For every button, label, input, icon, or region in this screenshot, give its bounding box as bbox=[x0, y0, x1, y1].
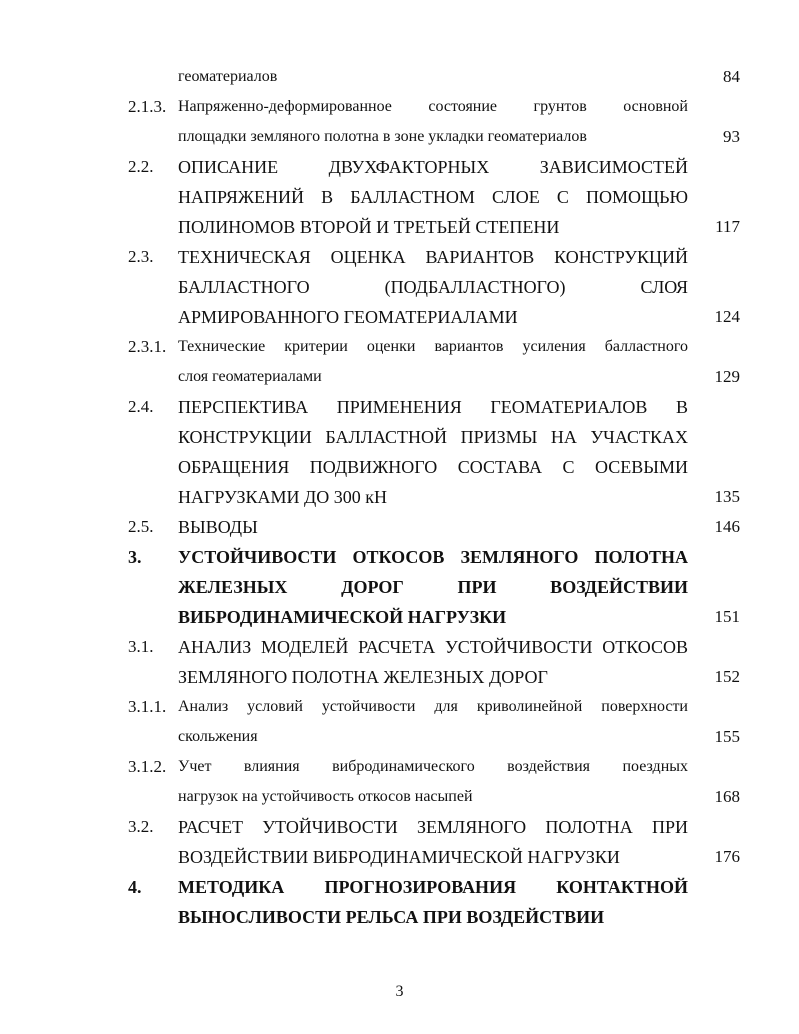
toc-entry-number: 2.4. bbox=[128, 397, 154, 416]
toc-entry-page: 84 bbox=[723, 67, 740, 86]
toc-entry-number: 3.1.1. bbox=[128, 697, 167, 716]
toc-entry-page: 129 bbox=[714, 367, 740, 386]
toc-entry-text: слоя геоматериалами bbox=[178, 368, 322, 385]
toc-entry-text: Напряженно-деформированное состояние грунтов основной bbox=[178, 98, 688, 115]
toc-entry-text: площадки земляного полотна в зоне укладки геоматериалов bbox=[178, 128, 587, 145]
toc-line bbox=[128, 242, 740, 272]
toc-line bbox=[128, 632, 740, 662]
toc-entry bbox=[128, 632, 740, 692]
toc-line bbox=[128, 302, 740, 332]
toc-entry-page: 176 bbox=[714, 847, 740, 866]
toc-entry-number: 3.1. bbox=[128, 637, 154, 656]
toc-entry-page: 135 bbox=[714, 487, 740, 506]
toc-entry bbox=[128, 542, 740, 632]
toc-entry-number: 2.2. bbox=[128, 157, 154, 176]
toc-line bbox=[128, 452, 740, 482]
toc-entry-text: ВОЗДЕЙСТВИИ ВИБРОДИНАМИЧЕСКОЙ НАГРУЗКИ bbox=[178, 847, 620, 867]
table-of-contents bbox=[128, 62, 740, 932]
toc-entry-text: НАГРУЗКАМИ ДО 300 кН bbox=[178, 487, 388, 507]
toc-entry bbox=[128, 152, 740, 242]
toc-entry-text: ВЫНОСЛИВОСТИ РЕЛЬСА ПРИ ВОЗДЕЙСТВИИ bbox=[178, 907, 605, 927]
toc-entry-page: 155 bbox=[714, 727, 740, 746]
toc-line bbox=[128, 572, 740, 602]
toc-entry bbox=[128, 512, 740, 542]
toc-entry-text: Технические критерии оценки вариантов усиления балластного bbox=[178, 338, 688, 355]
toc-line bbox=[128, 482, 740, 512]
toc-line bbox=[128, 842, 740, 872]
toc-entry-text: АНАЛИЗ МОДЕЛЕЙ РАСЧЕТА УСТОЙЧИВОСТИ ОТКОСОВ bbox=[178, 637, 688, 657]
toc-line bbox=[128, 782, 740, 812]
toc-entry-text: ТЕХНИЧЕСКАЯ ОЦЕНКА ВАРИАНТОВ КОНСТРУКЦИЙ bbox=[178, 247, 688, 267]
toc-entry-text: ЖЕЛЕЗНЫХ ДОРОГ ПРИ ВОЗДЕЙСТВИИ bbox=[178, 577, 688, 597]
toc-line bbox=[128, 212, 740, 242]
toc-entry-text: АРМИРОВАННОГО ГЕОМАТЕРИАЛАМИ bbox=[178, 307, 518, 327]
toc-entry bbox=[128, 332, 740, 392]
toc-line bbox=[128, 62, 740, 92]
toc-entry-number: 4. bbox=[128, 877, 142, 897]
toc-entry-text: ОПИСАНИЕ ДВУХФАКТОРНЫХ ЗАВИСИМОСТЕЙ bbox=[178, 157, 688, 177]
toc-entry-text: МЕТОДИКА ПРОГНОЗИРОВАНИЯ КОНТАКТНОЙ bbox=[178, 877, 688, 897]
toc-entry-text: ВИБРОДИНАМИЧЕСКОЙ НАГРУЗКИ bbox=[178, 607, 507, 627]
toc-entry-text: Учет влияния вибродинамического воздействия поездных bbox=[178, 758, 688, 775]
toc-line bbox=[128, 152, 740, 182]
toc-entry-text: ПЕРСПЕКТИВА ПРИМЕНЕНИЯ ГЕОМАТЕРИАЛОВ В bbox=[178, 397, 688, 417]
toc-entry-page: 168 bbox=[714, 787, 740, 806]
toc-entry-number: 3.1.2. bbox=[128, 757, 167, 776]
toc-entry-text: КОНСТРУКЦИИ БАЛЛАСТНОЙ ПРИЗМЫ НА УЧАСТКАХ bbox=[178, 427, 688, 447]
toc-entry bbox=[128, 242, 740, 332]
toc-line bbox=[128, 182, 740, 212]
toc-entry-text: ВЫВОДЫ bbox=[178, 517, 258, 537]
toc-entry bbox=[128, 692, 740, 752]
toc-line bbox=[128, 422, 740, 452]
toc-line bbox=[128, 392, 740, 422]
toc-line bbox=[128, 812, 740, 842]
toc-entry-number: 2.5. bbox=[128, 517, 154, 536]
toc-line bbox=[128, 602, 740, 632]
toc-entry-text: геоматериалов bbox=[178, 68, 278, 85]
toc-entry-number: 3.2. bbox=[128, 817, 154, 836]
toc-entry bbox=[128, 392, 740, 512]
toc-entry-text: ОБРАЩЕНИЯ ПОДВИЖНОГО СОСТАВА С ОСЕВЫМИ bbox=[178, 457, 688, 477]
toc-line bbox=[128, 662, 740, 692]
toc-entry-page: 117 bbox=[715, 217, 740, 236]
toc-entry-number: 2.3.1. bbox=[128, 337, 167, 356]
page-number: 3 bbox=[395, 983, 404, 1000]
toc-entry-text: БАЛЛАСТНОГО (ПОДБАЛЛАСТНОГО) СЛОЯ bbox=[178, 277, 688, 297]
toc-entry-text: нагрузок на устойчивость откосов насыпей bbox=[178, 788, 473, 805]
toc-line bbox=[128, 332, 740, 362]
toc-entry-text: НАПРЯЖЕНИЙ В БАЛЛАСТНОМ СЛОЕ С ПОМОЩЬЮ bbox=[178, 187, 688, 207]
toc-line bbox=[128, 692, 740, 722]
toc-entry-text: РАСЧЕТ УТОЙЧИВОСТИ ЗЕМЛЯНОГО ПОЛОТНА ПРИ bbox=[178, 817, 688, 837]
toc-line bbox=[128, 902, 740, 932]
toc-entry-number: 2.3. bbox=[128, 247, 154, 266]
toc-line bbox=[128, 92, 740, 122]
toc-entry bbox=[128, 812, 740, 872]
toc-entry-text: ЗЕМЛЯНОГО ПОЛОТНА ЖЕЛЕЗНЫХ ДОРОГ bbox=[178, 667, 548, 687]
toc-line bbox=[128, 872, 740, 902]
toc-entry-text: скольжения bbox=[178, 728, 258, 745]
toc-entry-text: Анализ условий устойчивости для криволинейной поверхности bbox=[178, 698, 688, 715]
toc-line bbox=[128, 362, 740, 392]
toc-entry-page: 151 bbox=[714, 607, 740, 626]
toc-line bbox=[128, 542, 740, 572]
toc-line bbox=[128, 122, 740, 152]
toc-entry-page: 93 bbox=[723, 127, 740, 146]
toc-entry-number: 2.1.3. bbox=[128, 97, 167, 116]
toc-entry-page: 152 bbox=[714, 667, 740, 686]
toc-entry-number: 3. bbox=[128, 547, 142, 567]
toc-line bbox=[128, 512, 740, 542]
toc-entry-text: ПОЛИНОМОВ ВТОРОЙ И ТРЕТЬЕЙ СТЕПЕНИ bbox=[178, 217, 560, 237]
toc-entry-text: УСТОЙЧИВОСТИ ОТКОСОВ ЗЕМЛЯНОГО ПОЛОТНА bbox=[178, 547, 688, 567]
toc-entry bbox=[128, 872, 740, 932]
toc-entry-page: 124 bbox=[714, 307, 740, 326]
toc-line bbox=[128, 272, 740, 302]
toc-entry bbox=[128, 92, 740, 152]
toc-line bbox=[128, 752, 740, 782]
toc-entry bbox=[128, 752, 740, 812]
toc-entry-page: 146 bbox=[714, 517, 740, 536]
toc-line bbox=[128, 722, 740, 752]
toc-entry bbox=[128, 62, 740, 92]
